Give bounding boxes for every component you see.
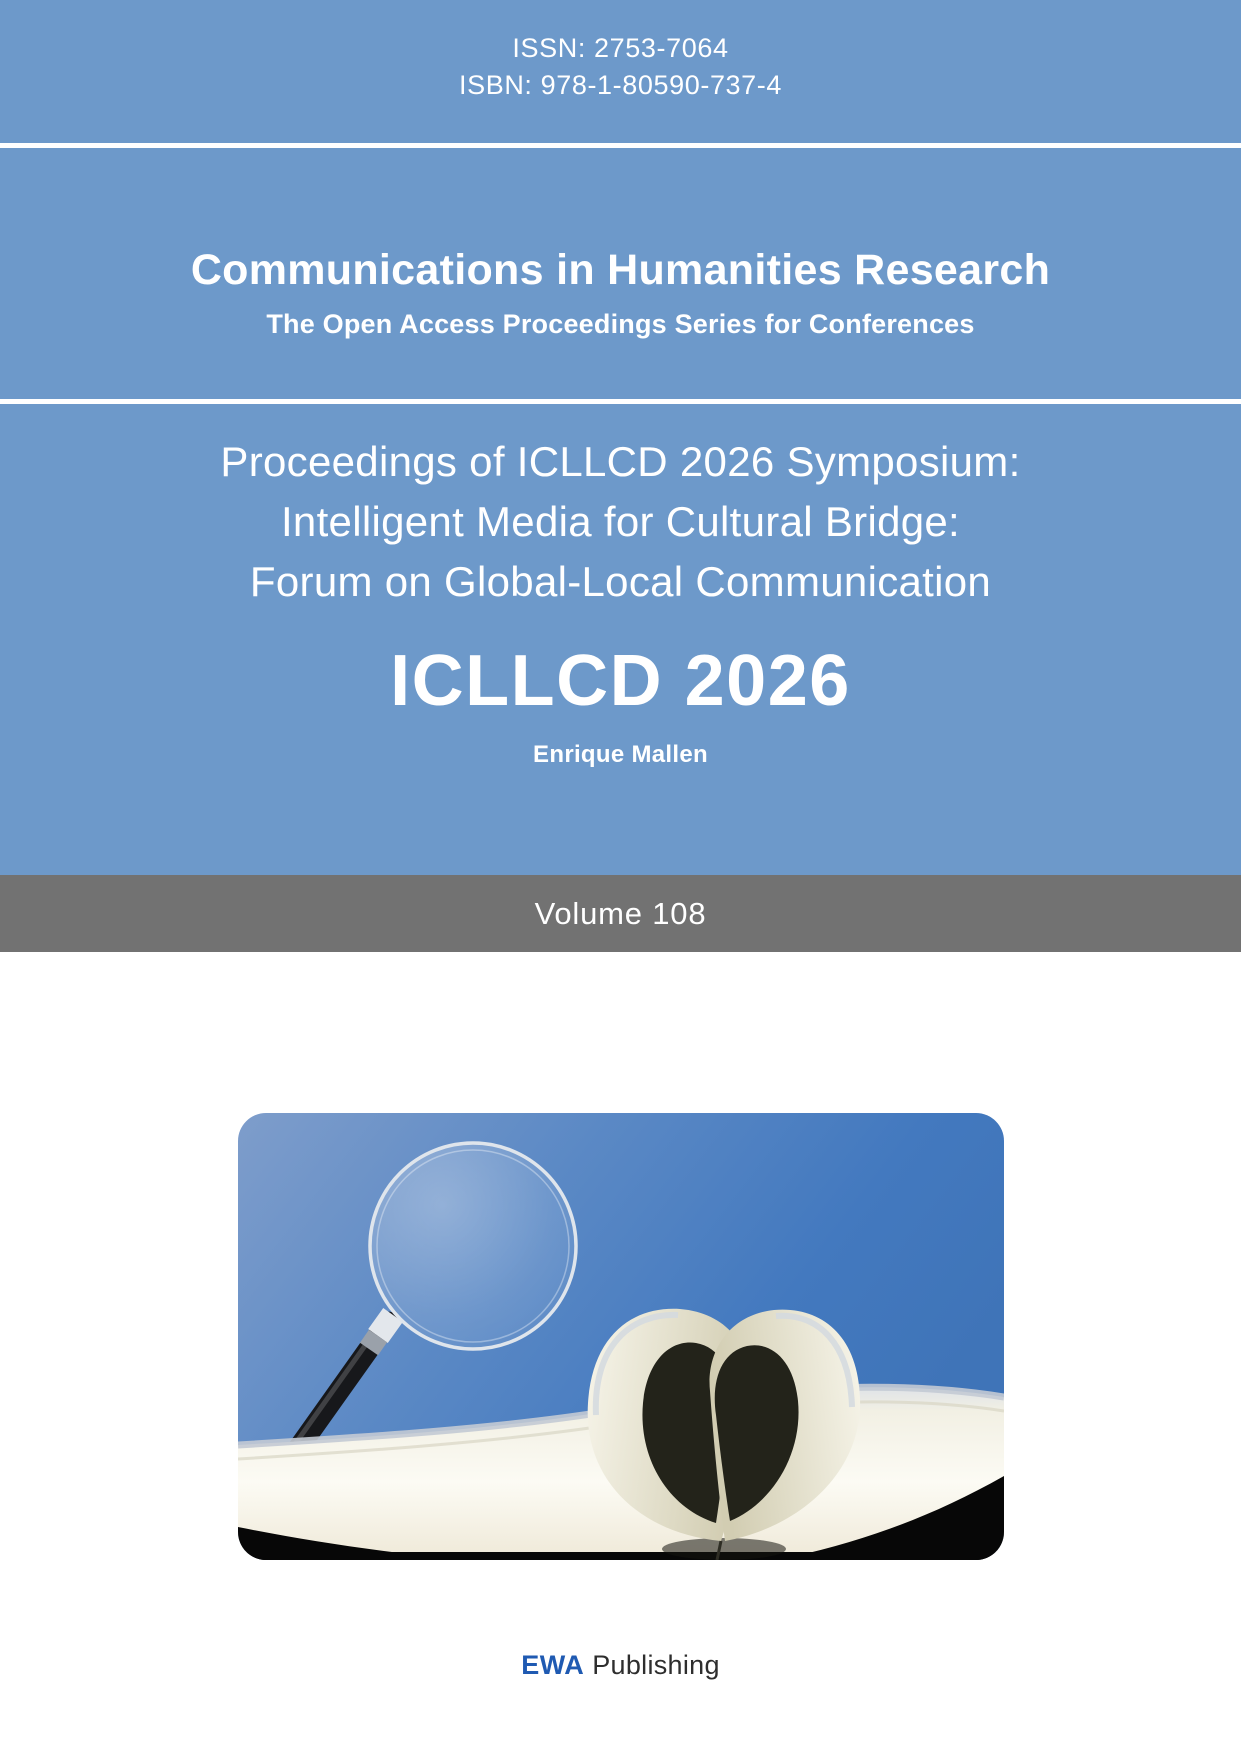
masthead-band — [0, 0, 1241, 143]
volume-band — [0, 875, 1241, 952]
issn-text: ISSN: 2753-7064 — [512, 33, 729, 63]
series-title: Communications in Humanities Research — [190, 246, 1051, 294]
proceedings-band — [0, 404, 1241, 875]
publisher-logo — [0, 1648, 1241, 1682]
proceedings-title-line-1: Proceedings of ICLLCD 2026 Symposium: — [220, 438, 1021, 485]
proceedings-title-line-3: Forum on Global-Local Communication — [249, 558, 992, 605]
isbn-text: ISBN: 978-1-80590-737-4 — [459, 70, 782, 100]
volume-label: Volume 108 — [534, 895, 707, 931]
proceedings-title-line-2: Intelligent Media for Cultural Bridge: — [280, 498, 961, 545]
conference-acronym: ICLLCD 2026 — [390, 641, 851, 721]
publisher-brand-text: EWA — [521, 1650, 585, 1680]
cover-photo-illustration — [238, 1113, 1004, 1560]
editor-name: Enrique Mallen — [533, 741, 708, 768]
series-band — [0, 148, 1241, 399]
publisher-suffix-text: Publishing — [592, 1650, 720, 1680]
cover-photo — [238, 1113, 1004, 1560]
series-subtitle: The Open Access Proceedings Series for Conferences — [266, 309, 975, 339]
